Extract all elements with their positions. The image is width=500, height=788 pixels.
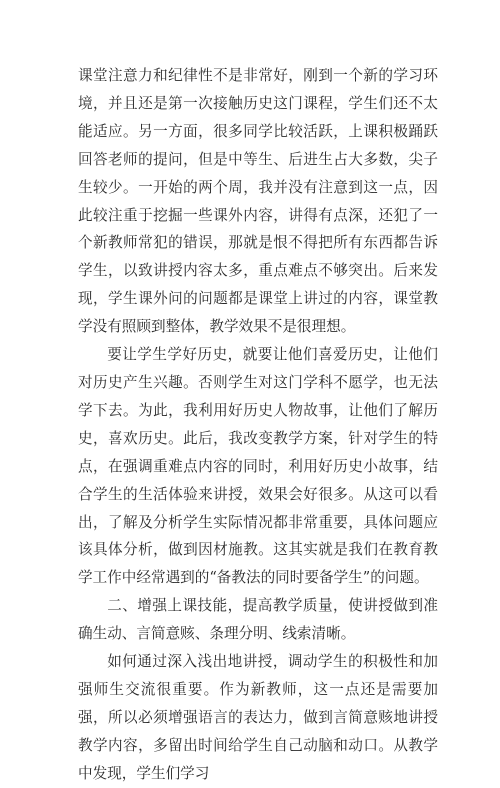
paragraph-1: 课堂注意力和纪律性不是非常好，刚到一个新的学习环境，并且还是第一次接触历史这门课程，学生们还不太能适应。另一方面，很多同学比较活跃，上课积极踊跃回答老师的提问，但是中等生、后进生占大多数，尖子生较少。一开始的两个周，我并没有注意到这一点，因此较注重于挖掘一些课外内容，讲得有点深，还犯了一个新教师常犯的错误，那就是恨不得把所有东西都告诉学生，以致讲授内容太多，重点难点不够突出。后来发现，学生课外问的问题都是课堂上讲过的内容，课堂教学没有照顾到整体，教学效果不是很理想。 [78,67,438,336]
section-heading-2: 二、增强上课技能，提高教学质量，使讲授做到准确生动、言简意赅、条理分明、线索清晰。 [78,597,438,643]
document-body [78,62,438,788]
paragraph-2: 要让学生学好历史，就要让他们喜爱历史，让他们对历史产生兴趣。否则学生对这门学科不愿学，也无法学下去。为此，我利用好历史人物故事，让他们了解历史，喜欢历史。此后，我改变教学方案，针对学生的特点，在强调重难点内容的同时，利用好历史小故事，结合学生的生活体验来讲授，效果会好很多。从这可以看出，了解及分析学生实际情况都非常重要，具体问题应该具体分析，做到因材施教。这其实就是我们在教育教学工作中经常遇到的“备教法的同时要备学生”的问题。 [78,346,438,587]
paragraph-3: 如何通过深入浅出地讲授，调动学生的积极性和加强师生交流很重要。作为新教师，这一点还是需要加强，所以必须增强语言的表达力，做到言简意赅地讲授教学内容，多留出时间给学生自己动脑和动口。从教学中发现，学生们学习 [78,653,438,782]
